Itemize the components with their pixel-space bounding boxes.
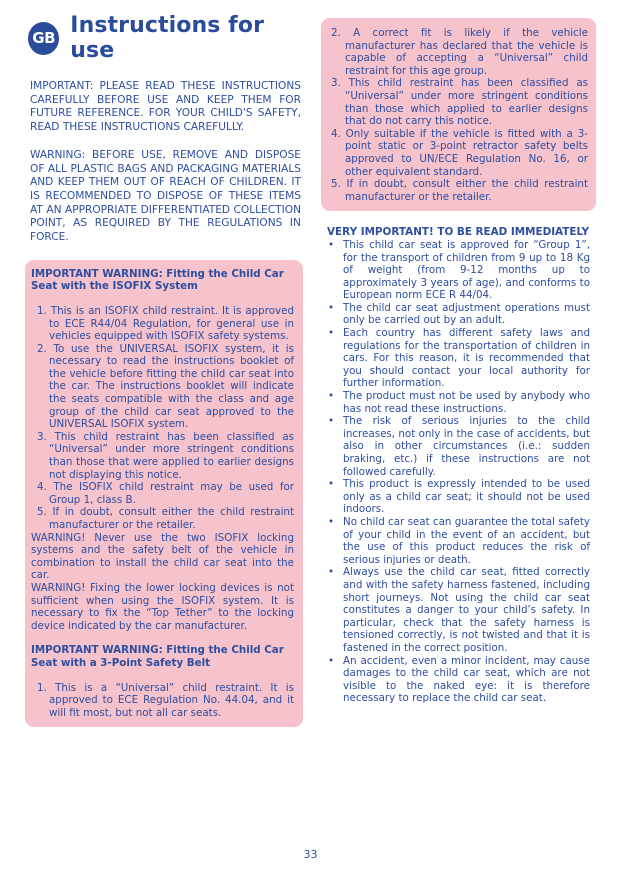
belt-list-part2 bbox=[327, 27, 588, 203]
list-item: 4. Only suitable if the vehicle is fitted with a 3-point static or 3-point retractor safety belts approved to UN/ECE Regulation No. 16, or other equivalent standard. bbox=[331, 127, 588, 178]
list-item: • No child car seat can guarantee the total safety of your child in the event of an accident, but the use of this product reduces the risk of serious injuries or death. bbox=[327, 516, 590, 566]
isofix-warning-2: WARNING! Fixing the lower locking devices is not sufficient when using the ISOFIX system. It is necessary to fix the “Top Tether” to the locking device indicated by the car manufacturer. bbox=[31, 581, 294, 632]
list-item: • The child car seat adjustment operations must only be carried out by an adult. bbox=[327, 302, 590, 327]
list-item: 5. If in doubt, consult either the child restraint manufacturer or the retailer. bbox=[37, 506, 294, 532]
important-notice: IMPORTANT: PLEASE READ THESE INSTRUCTIONS CAREFULLY BEFORE USE AND KEEP THEM FOR FUTURE REFERENCE. FOR YOUR CHILD'S SAFETY, READ THESE INSTRUCTIONS CAREFULLY. bbox=[30, 80, 301, 134]
list-item: 2. To use the UNIVERSAL ISOFIX system, it is necessary to read the instructions booklet of the vehicle before fitting the child car seat into the car. The instructions booklet will indicate the seats compatible with the class and age group of the child car seat approved to the UNIVERSAL ISOFIX system. bbox=[37, 342, 294, 431]
list-item: 5. If in doubt, consult either the child restraint manufacturer or the retailer. bbox=[331, 178, 588, 203]
belt-heading: IMPORTANT WARNING: Fitting the Child Car Seat with a 3-Point Safety Belt bbox=[31, 644, 284, 669]
left-column bbox=[25, 13, 303, 727]
page-title: Instructions for use bbox=[70, 13, 265, 63]
isofix-list bbox=[31, 305, 294, 532]
list-item: 4. The ISOFIX child restraint may be used for Group 1, class B. bbox=[37, 481, 294, 506]
isofix-warning-box bbox=[25, 260, 303, 728]
list-item: 2. A correct fit is likely if the vehicle manufacturer has declared that the vehicle is capable of accepting a “Universal” child restraint for this age group. bbox=[331, 27, 588, 77]
language-badge: GB bbox=[28, 22, 59, 55]
belt-continued-box bbox=[321, 18, 596, 211]
isofix-heading: IMPORTANT WARNING: Fitting the Child Car Seat with the ISOFIX System bbox=[31, 267, 284, 293]
list-item: 1. This is a “Universal” child restraint. It is approved to ECE Regulation No. 44.04, and it will fit most, but not all car seats. bbox=[37, 681, 294, 719]
list-item: • The risk of serious injuries to the child increases, not only in the case of accidents, but also in other circumstances (i.e.: sudden braking, etc.) if these instructions are not followed carefully. bbox=[327, 415, 590, 478]
warning-notice: WARNING: BEFORE USE, REMOVE AND DISPOSE OF ALL PLASTIC BAGS AND PACKAGING MATERIALS AND KEEP THEM OUT OF REACH OF CHILDREN. IT IS RECOMMENDED TO DISPOSE OF THESE ITEMS AT AN APPROPRIATE DIFFERENTIATED COLLECTION POINT, AS REQUIRED BY THE REGULATIONS IN FORCE. bbox=[30, 148, 301, 244]
very-important-heading: VERY IMPORTANT! TO BE READ IMMEDIATELY bbox=[327, 226, 589, 239]
list-item: • An accident, even a minor incident, may cause damages to the child car seat, which are not visible to the naked eye: it is therefore necessary to replace the child car seat. bbox=[327, 655, 590, 705]
right-column bbox=[321, 18, 596, 705]
list-item: • The product must not be used by anybody who has not read these instructions. bbox=[327, 390, 590, 415]
list-item: • This child car seat is approved for “Group 1”, for the transport of children from 9 up to 18 Kg of weight (from 9-12 months up to approximately 3 years of age), and conforms to European norm ECE R 44/04. bbox=[327, 239, 590, 302]
isofix-warning-1: WARNING! Never use the two ISOFIX locking systems and the safety belt of the vehicle in combination to install the child car seat into the car. bbox=[31, 531, 294, 582]
very-important-list bbox=[321, 239, 596, 705]
belt-list-part1 bbox=[31, 682, 294, 720]
list-item: 1. This is an ISOFIX child restraint. It is approved to ECE R44/04 Regulation, for general use in vehicles equipped with ISOFIX safety systems. bbox=[37, 304, 294, 343]
page-number: 33 bbox=[303, 848, 318, 861]
list-item: 3. This child restraint has been classified as “Universal” under more stringent conditions than those which applied to earlier designs that do not carry this notice. bbox=[331, 77, 588, 128]
list-item: • This product is expressly intended to be used only as a child car seat; it should not be used indoors. bbox=[327, 478, 590, 516]
page-header bbox=[28, 13, 303, 63]
list-item: • Always use the child car seat, fitted correctly and with the safety harness fastened, including short journeys. Not using the child car seat constitutes a danger to your child’s safety. In particular, check that the safety harness is tensioned correctly, is not twisted and that it is fastened in the correct position. bbox=[327, 566, 590, 654]
list-item: 3. This child restraint has been classified as “Universal” under more stringent conditions than those that were applied to earlier designs not displaying this notice. bbox=[37, 430, 294, 481]
list-item: • Each country has different safety laws and regulations for the transportation of children in cars. For this reason, it is recommended that you should contact your local authority for further information. bbox=[327, 327, 590, 390]
